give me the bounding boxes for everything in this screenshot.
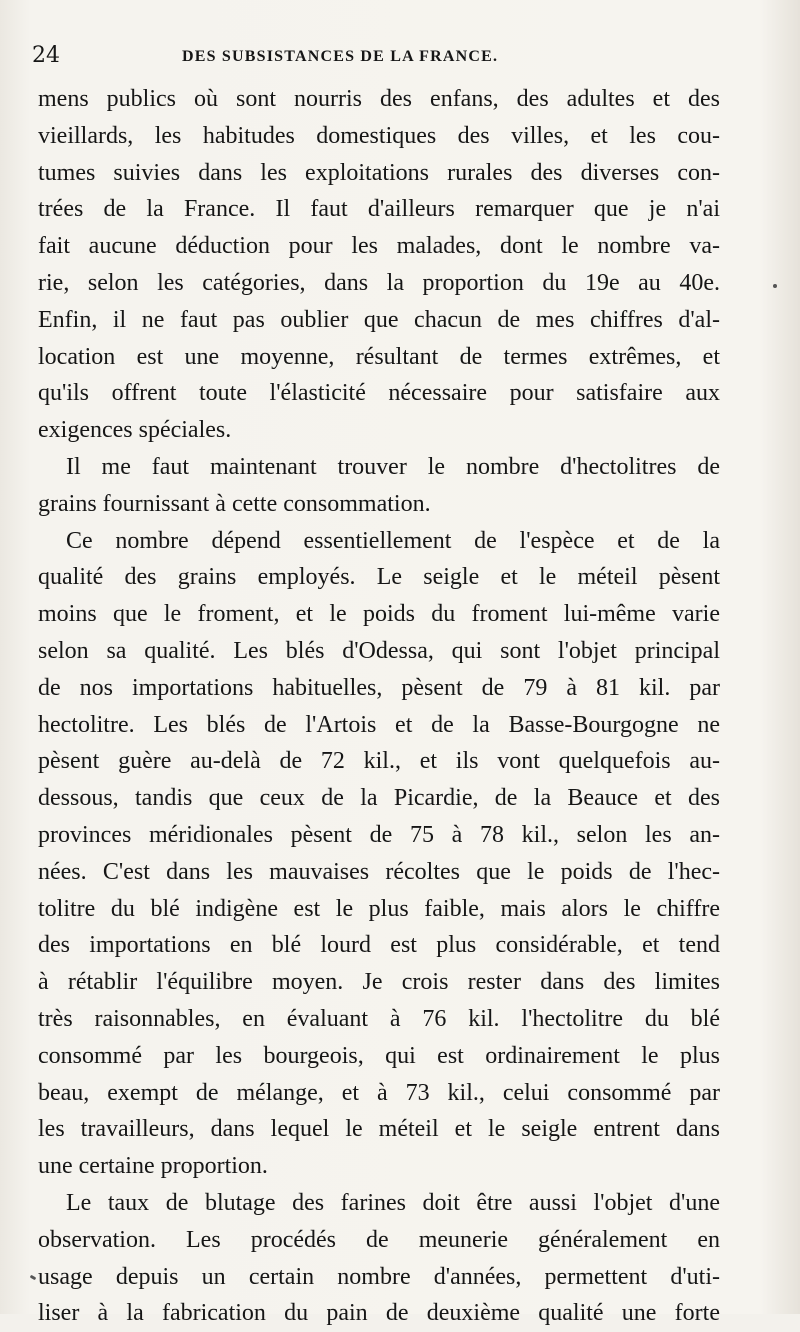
text-line: une certaine proportion. xyxy=(38,1153,268,1180)
text-line: qu'ils offrent toute l'élasticité nécessaire pour satisfaire aux xyxy=(38,380,720,407)
text-line: fait aucune déduction pour les malades, dont le nombre va- xyxy=(38,233,720,260)
text-line: les travailleurs, dans lequel le méteil et le seigle entrent dans xyxy=(38,1116,720,1143)
text-line: nées. C'est dans les mauvaises récoltes que le poids de l'hec- xyxy=(38,858,720,885)
text-line: observation. Les procédés de meunerie généralement en xyxy=(38,1226,720,1253)
text-line: vieillards, les habitudes domestiques des villes, et les cou- xyxy=(38,122,720,149)
text-line: qualité des grains employés. Le seigle et le méteil pèsent xyxy=(38,564,720,591)
text-line: tolitre du blé indigène est le plus faible, mais alors le chiffre xyxy=(38,895,720,922)
running-head: DES SUBSISTANCES DE LA FRANCE. xyxy=(182,48,499,65)
text-line: Enfin, il ne faut pas oublier que chacun de mes chiffres d'al- xyxy=(38,306,720,333)
text-line: Ce nombre dépend essentiellement de l'espèce et de la xyxy=(66,527,720,554)
text-line: moins que le froment, et le poids du froment lui-même varie xyxy=(38,601,720,628)
text-line: très raisonnables, en évaluant à 76 kil. l'hectolitre du blé xyxy=(38,1005,720,1032)
page-number: 24 xyxy=(32,43,60,68)
body-text xyxy=(38,81,720,1332)
text-line: exigences spéciales. xyxy=(38,417,232,444)
ink-speck xyxy=(30,1275,37,1281)
text-line: location est une moyenne, résultant de termes extrêmes, et xyxy=(38,343,720,370)
text-line: consommé par les bourgeois, qui est ordinairement le plus xyxy=(38,1042,720,1069)
page-header xyxy=(32,42,748,70)
text-line: beau, exempt de mélange, et à 73 kil., celui consommé par xyxy=(38,1079,720,1106)
text-line: tumes suivies dans les exploitations rurales des diverses con- xyxy=(38,159,720,186)
text-line: à rétablir l'équilibre moyen. Je crois rester dans des limites xyxy=(38,969,720,996)
text-line: trées de la France. Il faut d'ailleurs remarquer que je n'ai xyxy=(38,196,720,223)
text-line: Il me faut maintenant trouver le nombre d'hectolitres de xyxy=(66,453,720,480)
text-line: selon sa qualité. Les blés d'Odessa, qui sont l'objet principal xyxy=(38,637,720,664)
text-line: des importations en blé lourd est plus considérable, et tend xyxy=(38,932,720,959)
text-line: mens publics où sont nourris des enfans, des adultes et des xyxy=(38,86,720,112)
text-line: rie, selon les catégories, dans la proportion du 19e au 40e. xyxy=(38,269,720,296)
text-line: de nos importations habituelles, pèsent de 79 à 81 kil. par xyxy=(38,674,720,701)
ink-speck xyxy=(773,284,777,288)
text-line: usage depuis un certain nombre d'années, permettent d'uti- xyxy=(38,1263,720,1290)
text-line: liser à la fabrication du pain de deuxième qualité une forte xyxy=(38,1300,720,1327)
text-line: dessous, tandis que ceux de la Picardie, de la Beauce et des xyxy=(38,785,720,812)
text-line: hectolitre. Les blés de l'Artois et de la Basse-Bourgogne ne xyxy=(38,711,720,738)
text-line: pèsent guère au-delà de 72 kil., et ils vont quelquefois au- xyxy=(38,748,720,775)
text-line: grains fournissant à cette consommation. xyxy=(38,490,431,517)
text-line: provinces méridionales pèsent de 75 à 78 kil., selon les an- xyxy=(38,821,720,848)
text-line: Le taux de blutage des farines doit être aussi l'objet d'une xyxy=(66,1189,720,1216)
